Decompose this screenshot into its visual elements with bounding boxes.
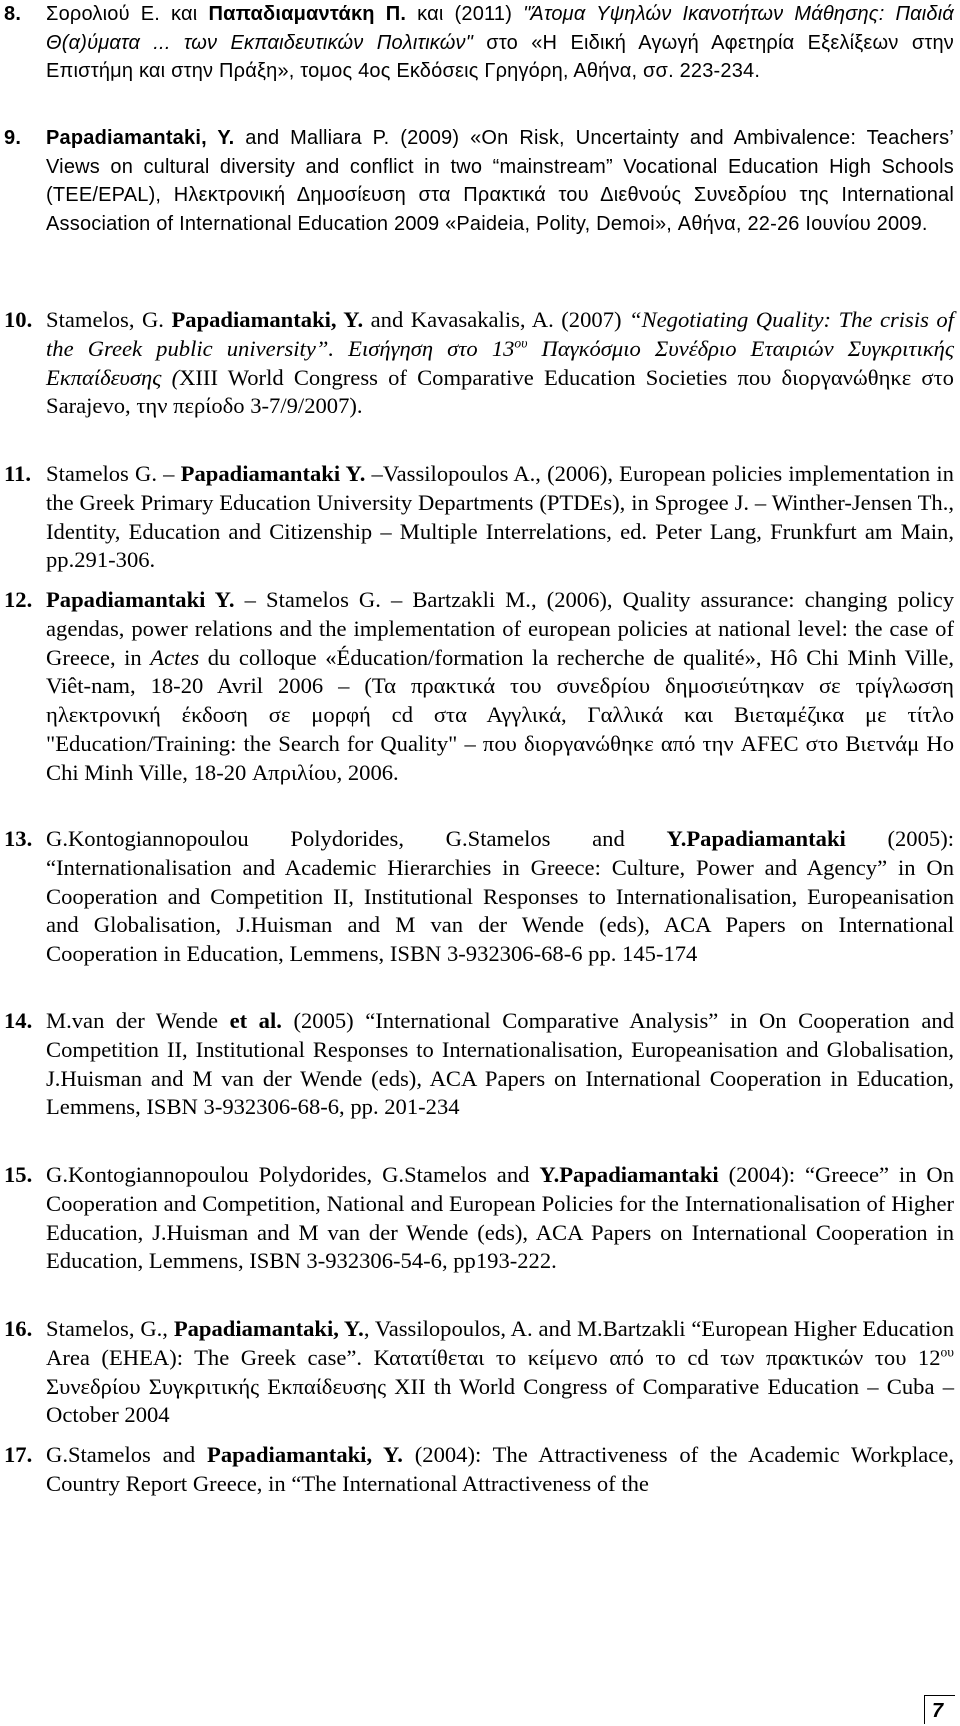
reference-13 <box>4 825 954 969</box>
reference-number: 12. <box>4 587 33 612</box>
reference-number: 15. <box>4 1162 33 1187</box>
reference-9 <box>4 124 954 238</box>
reference-text: G.Stamelos and Papadiamantaki, Y. (2004): The Attractiveness of the Academic Workplace, Country Report Greece, in “The International Attractiveness of the <box>46 1442 954 1496</box>
reference-12 <box>4 586 954 788</box>
reference-text: Stamelos G. – Papadiamantaki Y. –Vassilopoulos A., (2006), European policies implementation in the Greek Primary Education University Departments (PTDEs), in Sprogee J. – Winther-Jensen Th., Identity, Education and Citizenship – Multiple Interrelations, ed. Peter Lang, Frunkfurt am Main, pp.291-306. <box>46 461 954 573</box>
reference-number: 14. <box>4 1008 33 1033</box>
page-number: 7 <box>932 1700 944 1722</box>
reference-number: 10. <box>4 307 33 332</box>
reference-number: 8. <box>4 3 22 25</box>
reference-text: Σορολιού Ε. και Παπαδιαμαντάκη Π. και (2011) "Άτομα Υψηλών Ικανοτήτων Μάθησης: Παιδιά Θ(α)ύματα ... των Εκπαιδευτικών Πολιτικών" στο «Η Ειδική Αγωγή Αφετηρία Εξελίξεων στην Επιστήμη και στην Πράξη», τομος 4ος Εκδόσεις Γρηγόρη, Αθήνα, σσ. 223-234. <box>46 3 954 82</box>
reference-16 <box>4 1315 954 1430</box>
reference-number: 16. <box>4 1316 33 1341</box>
reference-17 <box>4 1441 954 1499</box>
reference-text: Stamelos, G., Papadiamantaki, Y., Vassilopoulos, A. and M.Bartzakli “European Higher Education Area (EHEA): The Greek case”. Κατατίθεται το κείμενο από το cd των πρακτικών του $12^{o\upsilon}$ Συνεδρίου Συγκριτικής Εκπαίδευσης XII th World Congress of Comparative Education – Cuba – October 2004 <box>46 1316 954 1428</box>
reference-number: 11. <box>4 461 31 486</box>
reference-14 <box>4 1007 954 1122</box>
reference-8 <box>4 0 954 86</box>
reference-text: Papadiamantaki, Y. and Malliara P. (2009) «On Risk, Uncertainty and Ambivalence: Teachers’ Views on cultural diversity and conflict in two “mainstream” Vocational Education High Schools (TEE/EPAL), Ηλεκτρονική Δημοσίευση στα Πρακτικά του Διεθνούς Συνεδρίου της International Association of International Education 2009 «Paideia, Polity, Demoi», Αθήνα, 22-26 Ιουνίου 2009. <box>46 127 954 235</box>
reference-text: M.van der Wende et al. (2005) “International Comparative Analysis” in On Cooperation and Competition II, Institutional Responses to Internationalisation, Europeanisation and Globalisation, J.Huisman and M van der Wende (eds), ACA Papers on International Cooperation in Education, Lemmens, ISBN 3-932306-68-6, pp. 201-234 <box>46 1008 954 1120</box>
reference-text: G.Kontogiannopoulou Polydorides, G.Stamelos and Y.Papadiamantaki (2005): “Internationalisation and Academic Hierarchies in Greece: Culture, Power and Agency” in On Cooperation and Competition II, Institutional Responses to Internationalisation, Europeanisation and Globalisation, J.Huisman and M van der Wende (eds), ACA Papers on International Cooperation in Education, Lemmens, ISBN 3-932306-68-6 pp. 145-174 <box>46 826 954 967</box>
reference-number: 9. <box>4 127 22 149</box>
reference-text: Stamelos, G. Papadiamantaki, Y. and Kavasakalis, A. (2007) “Negotiating Quality: The crisis of the Greek public university”. Εισήγηση στο $13^{o\upsilon}$ Παγκόσμιο Συνέδριο Εταιριών Συγκριτικής Εκπαίδευσης (XIII World Congress of Comparative Education Societies που διοργανώθηκε στο Sarajevo, την περίοδο 3-7/9/2007). <box>46 307 954 419</box>
reference-15 <box>4 1161 954 1276</box>
reference-number: 17. <box>4 1442 33 1467</box>
reference-text: G.Kontogiannopoulou Polydorides, G.Stamelos and Y.Papadiamantaki (2004): “Greece” in On Cooperation and Competition, National and European Policies for the Internationalisation of Higher Education, J.Huisman and M van der Wende (eds), ACA Papers on International Cooperation in Education, Lemmens, ISBN 3-932306-54-6, pp193-222. <box>46 1162 954 1274</box>
reference-text: Papadiamantaki Y. – Stamelos G. – Bartzakli M., (2006), Quality assurance: changing policy agendas, power relations and the implementation of european policies at national level: the case of Greece, in Actes du colloque «Éducation/formation la recherche de qualité», Hô Chi Minh Ville, Viêt-nam, 18-20 Avril 2006 – (Τα πρακτικά του συνεδρίου δημοσιεύτηκαν σε τρίγλωσση ηλεκτρονική έκδοση σε μορφή cd στα Αγγλικά, Γαλλικά και Βιεταμέζικα με τίτλο "Education/Training: the Search for Quality" – που διοργανώθηκε από την AFEC στο Βιετνάμ Ho Chi Minh Ville, 18-20 Απριλίου, 2006. <box>46 587 954 785</box>
reference-number: 13. <box>4 826 33 851</box>
reference-10 <box>4 306 954 421</box>
reference-11 <box>4 460 954 575</box>
